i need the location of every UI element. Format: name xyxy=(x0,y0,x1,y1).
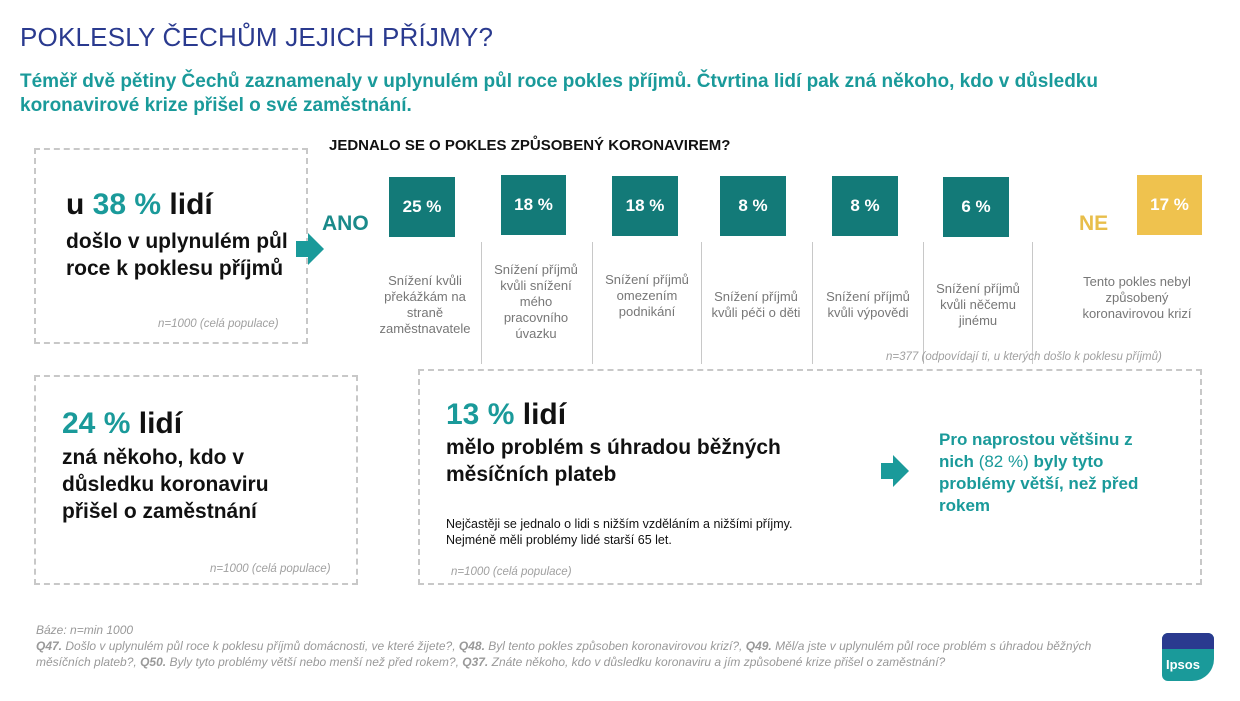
income-drop-text: došlo v uplynulém půl roce k poklesu příjmů xyxy=(66,230,288,280)
cause-note: n=377 (odpovídají ti, u kterých došlo k poklesu příjmů) xyxy=(886,351,1162,363)
payment-problem-headline: 13 % lidí xyxy=(446,398,567,431)
income-drop-note: n=1000 (celá populace) xyxy=(158,318,279,330)
arrow-right-icon xyxy=(296,233,324,265)
payment-problem-value: 13 % xyxy=(446,398,515,431)
cause-label-workload: Snížení příjmů kvůli snížení mého pracovního úvazku xyxy=(494,262,578,341)
divider xyxy=(923,242,924,364)
divider xyxy=(481,242,482,364)
job-loss-value: 24 % xyxy=(62,407,131,440)
payment-problem-detail: Nejčastěji se jednalo o lidi s nižším vzděláním a nižšími příjmy. Nejméně měli problémy lidé starší 65 let. xyxy=(446,517,793,547)
cause-question: JEDNALO SE O POKLES ZPŮSOBENÝ KORONAVIREM? xyxy=(329,137,731,154)
footer-notes xyxy=(36,622,1146,670)
yes-label: ANO xyxy=(322,212,369,235)
cause-value-childcare: 8 % xyxy=(720,176,786,236)
cause-value-employer: 25 % xyxy=(389,177,455,237)
payment-problem-comparison: Pro naprostou většinu z nich (82 %) byly tyto problémy větší, než před rokem xyxy=(939,430,1139,515)
job-loss-text: zná někoho, kdo v důsledku koronaviru přišel o zaměstnání xyxy=(62,446,269,523)
job-loss-headline: 24 % lidí xyxy=(62,407,183,440)
income-drop-value: 38 % xyxy=(92,188,162,221)
cause-label-childcare: Snížení příjmů kvůli péči o děti xyxy=(711,289,801,320)
cause-label-other: Snížení příjmů kvůli něčemu jinému xyxy=(936,281,1020,328)
arrow-right-icon xyxy=(881,455,909,487)
page-subtitle: Téměř dvě pětiny Čechů zaznamenaly v uplynulém půl roce pokles příjmů. Čtvrtina lidí pak zná někoho, kdo v důsledku koronavirové krize přišel o své zaměstnání. xyxy=(20,71,1098,116)
cause-value-business: 18 % xyxy=(612,176,678,236)
cause-value-not-covid: 17 % xyxy=(1137,175,1202,235)
cause-label-not-covid: Tento pokles nebyl způsobený koronavirovou krizí xyxy=(1082,274,1192,321)
income-drop-headline: u 38 % lidí xyxy=(66,188,213,221)
divider xyxy=(1032,242,1033,364)
payment-problem-note: n=1000 (celá populace) xyxy=(451,566,572,578)
cause-value-other: 6 % xyxy=(943,177,1009,237)
ipsos-logo: Ipsos xyxy=(1162,633,1214,681)
divider xyxy=(701,242,702,364)
footer-questions: Q47. Došlo v uplynulém půl roce k poklesu příjmů domácnosti, ve které žijete?, Q48. Byl tento pokles způsoben koronavirovou krizí?, Q49. Měl/a jste v uplynulém půl roce problém s úhradou běžných měsíčních plateb?, Q50. Byly tyto problémy větší nebo menší než před rokem?, Q37. Znáte někoho, kdo v důsledku koronaviru a jím způsobené krize přišel o zaměstnání? xyxy=(36,639,1092,669)
cause-value-dismissal: 8 % xyxy=(832,176,898,236)
job-loss-note: n=1000 (celá populace) xyxy=(210,563,331,575)
footer-base: Báze: n=min 1000 xyxy=(36,623,134,637)
payment-problem-text: mělo problém s úhradou běžných měsíčních plateb xyxy=(446,436,781,486)
cause-label-business: Snížení příjmů omezením podnikání xyxy=(605,272,689,319)
no-label: NE xyxy=(1079,212,1109,235)
cause-label-dismissal: Snížení příjmů kvůli výpovědi xyxy=(826,289,910,320)
page-title: POKLESLY ČECHŮM JEJICH PŘÍJMY? xyxy=(20,22,494,52)
divider xyxy=(592,242,593,364)
cause-value-workload: 18 % xyxy=(501,175,566,235)
cause-label-employer: Snížení kvůli překážkám na straně zaměstnavatele xyxy=(379,273,471,336)
divider xyxy=(812,242,813,364)
